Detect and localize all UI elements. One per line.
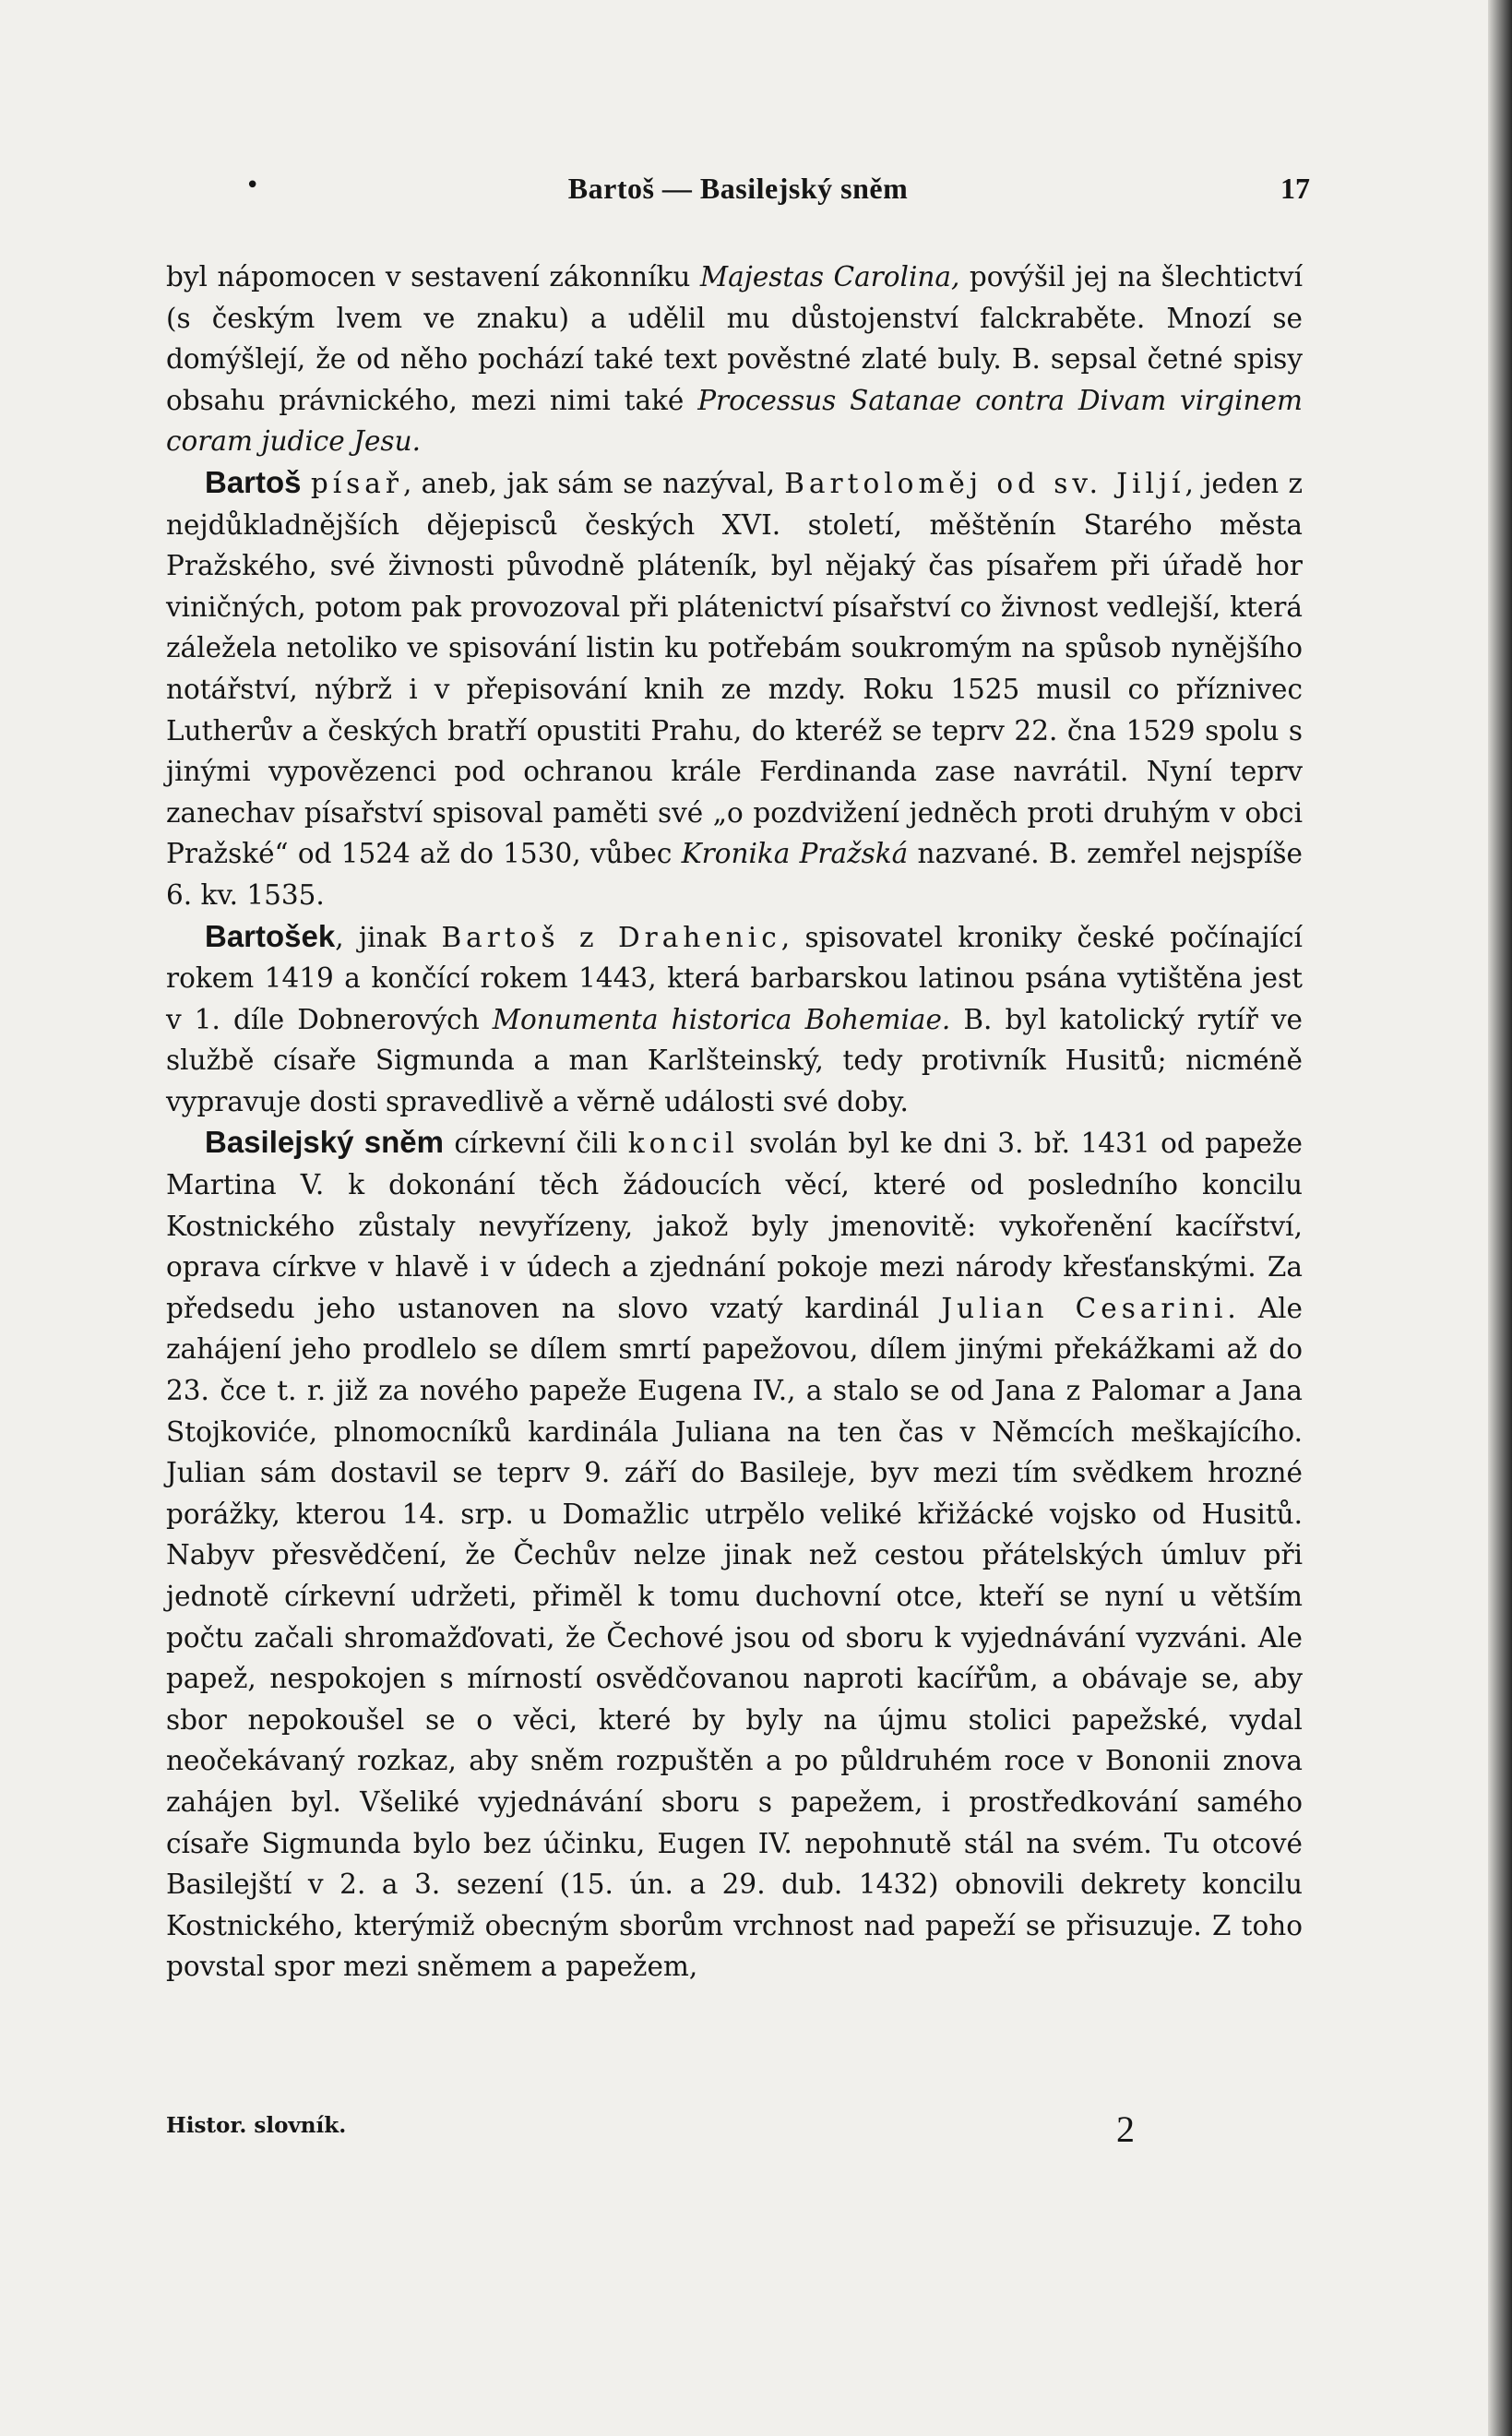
spaced-text: Bartoš z Drahenic	[441, 921, 781, 953]
text-run: , aneb, jak sám se nazýval,	[403, 467, 785, 499]
spaced-text: písař	[310, 467, 403, 499]
page-footer	[166, 2108, 1303, 2159]
spaced-text: koncil	[627, 1128, 739, 1160]
text-run: nazvané. B. zemřel nejspíše 6. kv. 1535.	[166, 838, 1303, 911]
entry-bartos	[166, 462, 1303, 916]
footer-signature-text: Histor. slovník.	[166, 2113, 347, 2138]
running-header	[166, 172, 1310, 218]
text-run: povýšil jej na šlechtictví (s českým lvem ve znaku) a udělil mu důstojenství falckraběte. Mnozí se domýšlejí, že od něho pochází také text pověstné zlaté buly. B. sepsal četné spisy obsahu právnického, mezi nimi také	[166, 261, 1304, 416]
page-edge-shadow	[1488, 0, 1512, 2436]
italic-title: Processus Satanae contra Divam virginem coram judice Jesu.	[166, 384, 1303, 458]
text-run: , spisovatel kroniky české počínající rokem 1419 a končící rokem 1443, která barbarskou latinou psána vytištěna jest v 1. díle Dobnerových	[166, 921, 1303, 1035]
entry-headword: Bartošek	[205, 918, 336, 953]
entry-headword: Basilejský sněm	[205, 1125, 444, 1160]
text-run: církevní čili	[443, 1128, 628, 1160]
italic-title: Monumenta historica Bohemiae.	[492, 1003, 951, 1035]
spaced-text: Bartoloměj od sv. Jiljí	[784, 467, 1185, 499]
bullet-mark: •	[245, 172, 260, 199]
text-run: . Ale zahájení jeho prodlelo se dílem smrtí papežovou, dílem jinými překážkami až do 23. čce t. r. již za nového papeže Eugena IV., a stalo se od Jana z Palomar a Jana Stojkoviće, plnomocníků kardinála Juliana na ten čas v Němcích meškajícího. Julian sám dostavil se teprv 9. září do Basileje, byv mezi tím svědkem hrozné porážky, kterou 14. srp. u Domažlic utrpělo veliké křižácké vojsko od Husitů. Nabyv přesvědčení, že Čechův nelze jinak než cestou přátelských úmluv při jednotě církevní udržeti, přiměl k tomu duchovní otce, kteří se nyní u větším počtu začali shromažďovati, že Čechové jsou od sboru k vyjednávání vyzváni. Ale papež, nespokojen s mírností osvědčovanou naproti kacířům, a obávaje se, aby sbor nepokoušel se o věci, které by byly na újmu stolici papežské, vydal neočekávaný rozkaz, aby sněm rozpuštěn a po půldruhém roce v Bononii znova zahájen byl. Všeliké vyjednávání sboru s papežem, i prostředkování samého císaře Sigmunda bylo bez účinku, Eugen IV. nepohnutě stál na svém. Tu otcové Basilejští v 2. a 3. sezení (15. ún. a 29. dub. 1432) obnovili dekrety koncilu Kostnického, kterýmiž obecným sborům vrchnost nad papeží se přisuzuje. Z toho povstal spor mezi sněmem a papežem,	[166, 1292, 1303, 1983]
entry-basilejsky-snem	[166, 1122, 1303, 1987]
text-run: , jeden z nejdůkladnějších dějepisců českých XVI. století, měštěnín Starého města Pražského, své živnosti původně pláteník, byl nějaký čas písařem při úřadě hor viničných, potom pak provozoval při plátenictví písařství co živnost vedlejší, která záležela netoliko ve spisování listin ku potřebám soukromým na spůsob nynějšího notářství, nýbrž i v přepisování knih ze mzdy. Roku 1525 musil co příznivec Lutherův a českých bratří opustiti Prahu, do kteréž se teprv 22. čna 1529 spolu s jinými vypovězenci pod ochranou krále Ferdinanda zase navrátil. Nyní teprv zanechav písařství spisoval paměti své „o pozdvižení jedněch proti druhým v obci Pražské“ od 1524 až do 1530, vůbec	[166, 467, 1303, 870]
text-run: svolán byl ke dni 3. bř. 1431 od papeže Martina V. k dokonání těch žádoucích věcí, které od posledního koncilu Kostnického zůstaly nevyřízeny, jakož byly jmenovitě: vykořenění kacířství, oprava církve v hlavě i v údech a zjednání pokoje mezi národy křesťanskými. Za předsedu jeho ustanoven na slovo vzatý kardinál	[166, 1128, 1304, 1324]
text-run: B. byl katolický rytíř ve službě císaře Sigmunda a man Karlšteinský, tedy protivník Husitů; nicméně vypravuje dosti spravedlivě a věrně události své doby.	[166, 1003, 1303, 1117]
spaced-text: Julian Cesarini	[941, 1292, 1228, 1324]
entry-bartosek	[166, 916, 1303, 1123]
body-text	[166, 257, 1303, 1988]
italic-title: Kronika Pražská	[681, 838, 909, 870]
page-number: 17	[1280, 172, 1310, 205]
text-run: byl nápomocen v sestavení zákonníku	[166, 261, 700, 293]
entry-headword: Bartoš	[205, 464, 302, 499]
sheet-signature: 2	[1116, 2108, 1135, 2150]
paragraph-continuation	[166, 257, 1303, 462]
text-run: , jinak	[335, 921, 442, 953]
header-title: Bartoš — Basilejský sněm	[567, 172, 909, 205]
italic-title: Majestas Carolina,	[699, 261, 960, 293]
